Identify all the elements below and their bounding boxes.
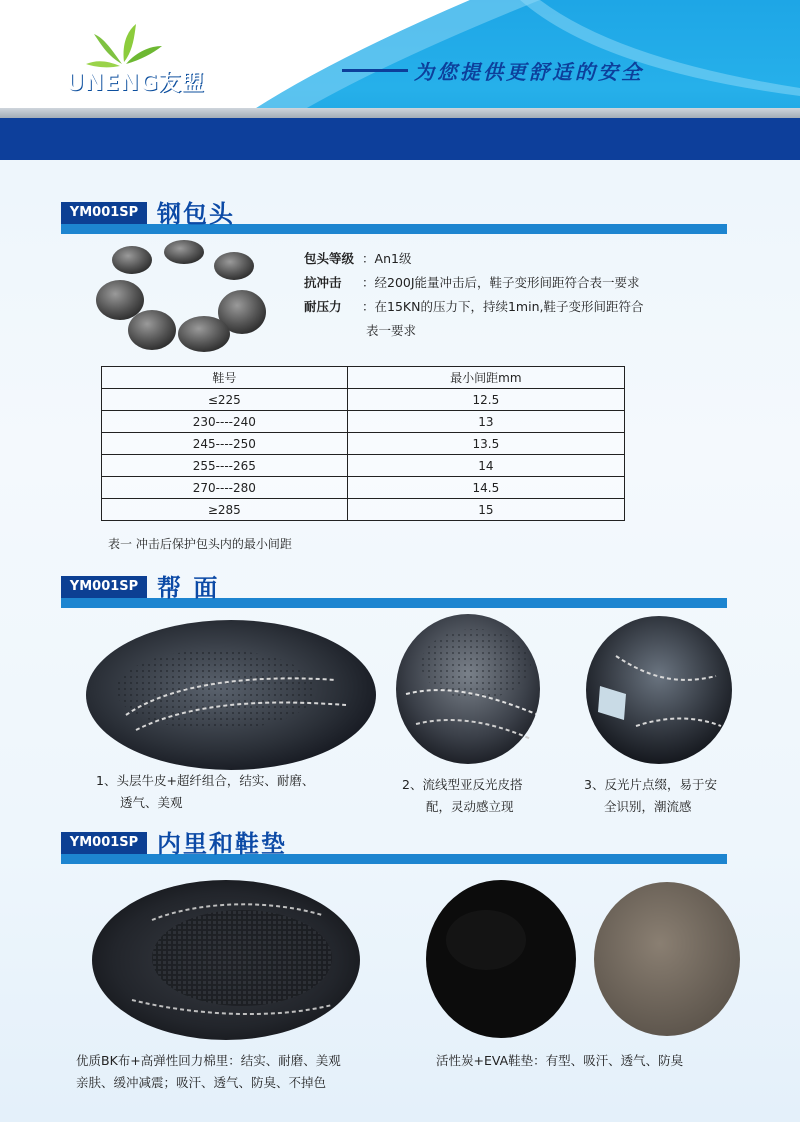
- spec-value: 经200J能量冲击后，鞋子变形间距符合表一要求: [374, 275, 640, 290]
- spec-sep: ：: [362, 251, 375, 266]
- table-row: [102, 455, 625, 477]
- spec-value: An1级: [374, 251, 412, 266]
- upper-reflective-leather-photo: [396, 614, 541, 764]
- spec-value: 在15KN的压力下，持续1min,鞋子变形间距符合: [374, 299, 644, 314]
- header-navy-band: [0, 118, 800, 160]
- table-header: 最小间距mm: [347, 367, 624, 389]
- table-cell: 15: [347, 499, 624, 521]
- section-title: 内里和鞋垫: [157, 830, 287, 858]
- caption-line: 2、流线型亚反光皮搭: [402, 777, 523, 792]
- lining-caption-1: [76, 1050, 341, 1094]
- table-cell: 230----240: [102, 411, 348, 433]
- spec-sep: ：: [362, 299, 375, 314]
- upper-reflective-patch-photo: [586, 616, 732, 764]
- spec-sep: ：: [362, 275, 375, 290]
- slogan-dash: [342, 69, 408, 72]
- table-row: [102, 411, 625, 433]
- section-header-upper: [61, 568, 727, 608]
- spec-key: 抗冲击: [304, 275, 342, 290]
- section-header-toecap: [61, 194, 727, 234]
- table-row: [102, 477, 625, 499]
- table-cell: 255----265: [102, 455, 348, 477]
- min-distance-table: [101, 366, 625, 521]
- table-cell: 270----280: [102, 477, 348, 499]
- spec-key: 包头等级: [304, 251, 355, 266]
- table-cell: ≥285: [102, 499, 348, 521]
- table-cell: ≤225: [102, 389, 348, 411]
- upper-caption-2: [402, 774, 522, 818]
- spec-row: [304, 295, 643, 319]
- model-tag: YM001SP: [61, 832, 147, 854]
- section-header-lining: [61, 824, 727, 864]
- upper-leather-photo: [86, 620, 376, 770]
- caption-line: 优质BK布+高弹性回力棉里：结实、耐磨、美观: [76, 1053, 341, 1068]
- caption-line: 配，灵动感立现: [426, 799, 514, 814]
- table-row: [102, 499, 625, 521]
- caption-line: 透气、美观: [120, 795, 183, 810]
- charcoal-insole-swatch: [426, 880, 576, 1038]
- steel-toecap-photo: [92, 238, 272, 353]
- upper-caption-3: [584, 774, 717, 818]
- table-cell: 14.5: [347, 477, 624, 499]
- toecap-specs: [304, 247, 643, 343]
- model-tag: YM001SP: [61, 576, 147, 598]
- table-caption: 表一 冲击后保护包头内的最小间距: [108, 537, 292, 551]
- spec-continuation: 表一要求: [366, 323, 417, 338]
- table-row: [102, 389, 625, 411]
- caption-line: 1、头层牛皮+超纤组合，结实、耐磨、: [96, 773, 315, 788]
- caption-line: 3、反光片点缀，易于安: [584, 777, 717, 792]
- section-title: 钢包头: [157, 200, 235, 228]
- model-tag: YM001SP: [61, 202, 147, 224]
- table-row: [102, 433, 625, 455]
- table-header-row: [102, 367, 625, 389]
- caption-line: 亲肤、缓冲减震；吸汗、透气、防臭、不掉色: [76, 1075, 327, 1090]
- section-title: 帮 面: [157, 574, 220, 602]
- spec-row: [304, 247, 643, 271]
- table-cell: 245----250: [102, 433, 348, 455]
- table-cell: 13.5: [347, 433, 624, 455]
- table-cell: 12.5: [347, 389, 624, 411]
- eva-insole-swatch: [594, 882, 740, 1036]
- table-cell: 14: [347, 455, 624, 477]
- table-cell: 13: [347, 411, 624, 433]
- spec-key: 耐压力: [304, 299, 342, 314]
- brand-logo-text: UNENG友盟: [66, 71, 205, 96]
- lining-caption-2: [436, 1050, 683, 1072]
- brand-slogan: 为您提供更舒适的安全: [414, 60, 644, 84]
- caption-line: 全识别，潮流感: [604, 799, 692, 814]
- table-header: 鞋号: [102, 367, 348, 389]
- spec-row: [304, 271, 643, 295]
- lining-fabric-photo: [92, 880, 360, 1040]
- caption-line: 活性炭+EVA鞋垫：有型、吸汗、透气、防臭: [436, 1053, 684, 1068]
- upper-caption-1: [96, 770, 314, 814]
